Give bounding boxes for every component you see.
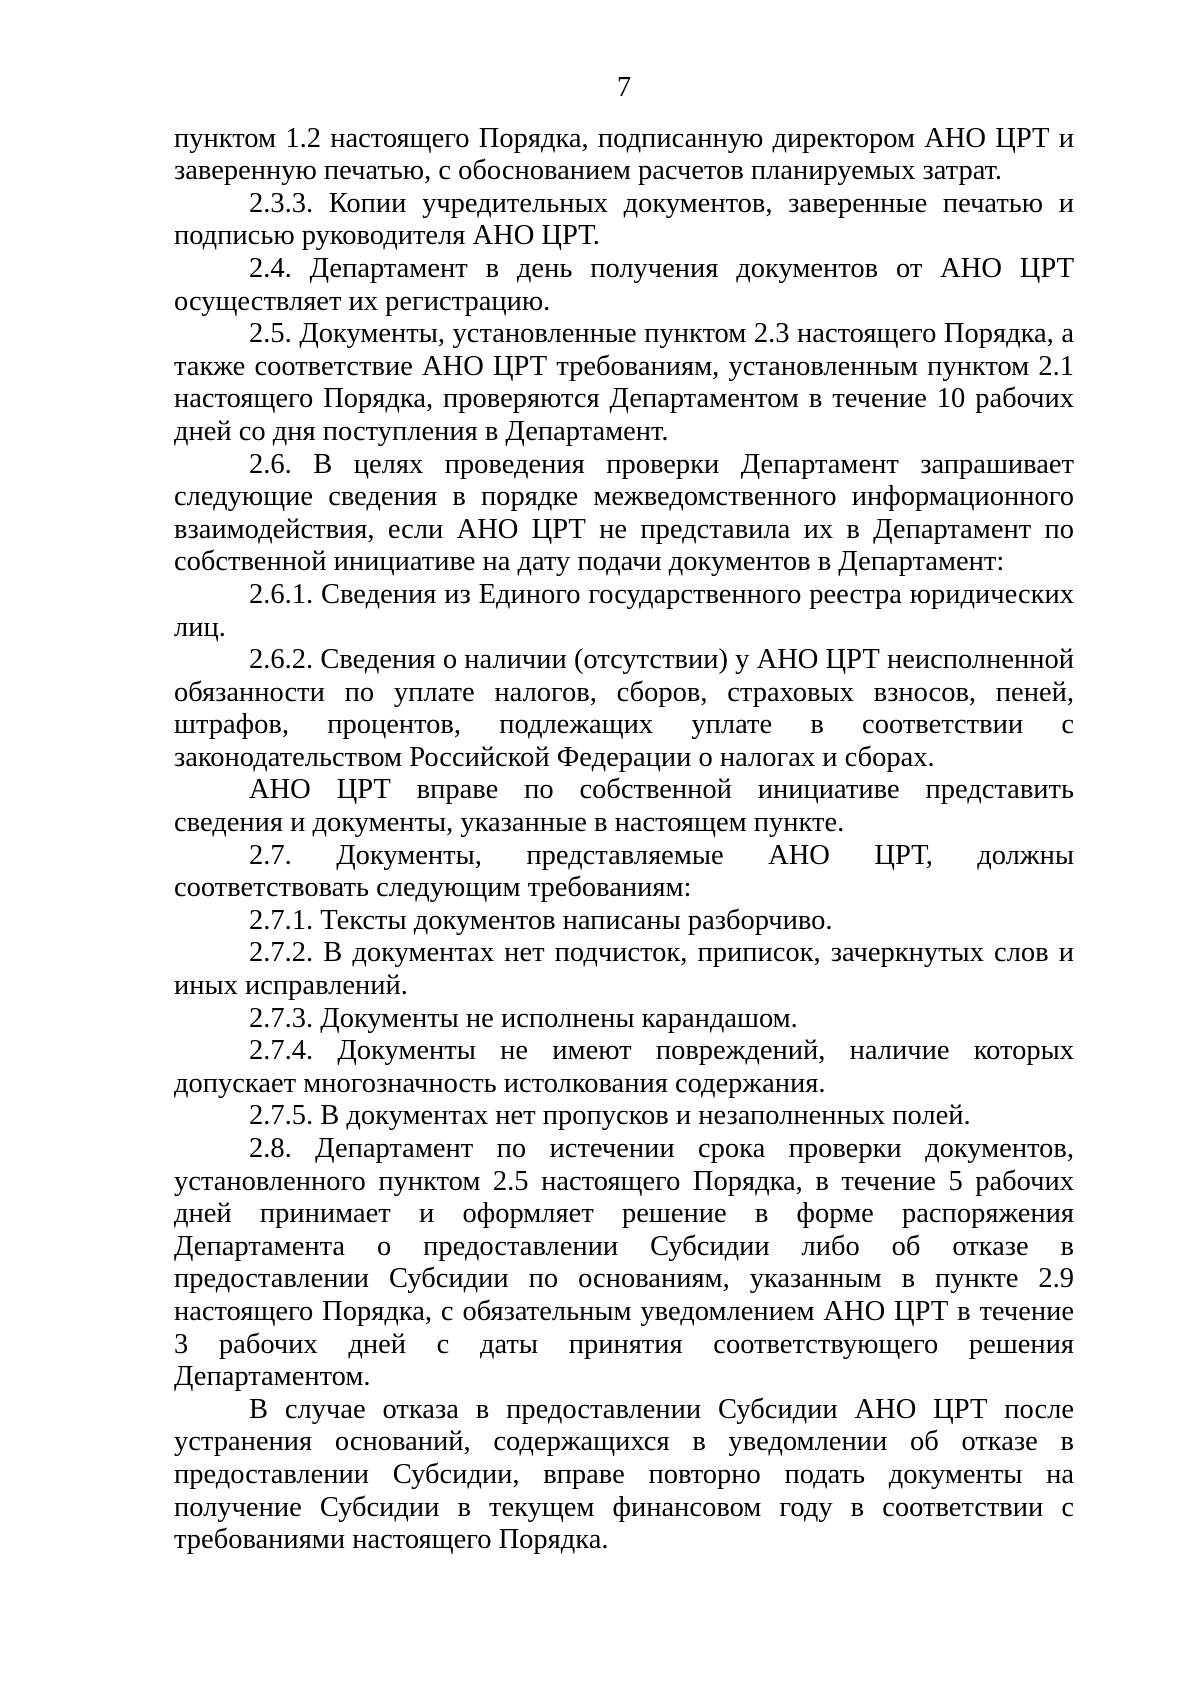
paragraph-2-7-3: 2.7.3. Документы не исполнены карандашом. bbox=[249, 1002, 798, 1034]
paragraph-2-8: 2.8. Департамент по истечении срока проверки документов, установленного пунктом 2.5 настоящего Порядка, в течение 5 рабочих дней принимает и оформляет решение в форме распоряжения Департамента о предоставлении Субсидии либо об отказе в предоставлении Субсидии по основаниям, указанным в пункте 2.9 настоящего Порядка, с обязательным уведомлением АНО ЦРТ в течение 3 рабочих дней с даты принятия соответствующего решения Департаментом. bbox=[174, 1133, 1074, 1393]
paragraph-2-7-1: 2.7.1. Тексты документов написаны разборчиво. bbox=[249, 904, 833, 936]
document-body bbox=[174, 123, 1074, 1557]
paragraph-ano-right: АНО ЦРТ вправе по собственной инициативе представить сведения и документы, указанные в настоящем пункте. bbox=[174, 774, 1074, 839]
paragraph-2-3-3: 2.3.3. Копии учредительных документов, заверенные печатью и подписью руководителя АНО ЦРТ. bbox=[174, 187, 1074, 252]
paragraph-refusal-case: В случае отказа в предоставлении Субсидии АНО ЦРТ после устранения оснований, содержащихся в уведомлении об отказе в предоставлении Субсидии, вправе повторно подать документы на получение Субсидии в текущем финансовом году в соответствии с требованиями настоящего Порядка. bbox=[174, 1393, 1074, 1556]
paragraph-2-6-1: 2.6.1. Сведения из Единого государственного реестра юридических лиц. bbox=[174, 578, 1074, 643]
paragraph-2-7-5: 2.7.5. В документах нет пропусков и незаполненных полей. bbox=[249, 1100, 971, 1132]
paragraph-2-7-2: 2.7.2. В документах нет подчисток, приписок, зачеркнутых слов и иных исправлений. bbox=[174, 937, 1074, 1002]
paragraph-2-6: 2.6. В целях проведения проверки Департамент запрашивает следующие сведения в порядке межведомственного информационного взаимодействия, если АНО ЦРТ не представила их в Департамент по собственной инициативе на дату подачи документов в Департамент: bbox=[174, 448, 1074, 578]
paragraph-2-7: 2.7. Документы, представляемые АНО ЦРТ, должны соответствовать следующим требованиям: bbox=[174, 839, 1074, 904]
paragraph-continuation: пунктом 1.2 настоящего Порядка, подписанную директором АНО ЦРТ и заверенную печатью, с обоснованием расчетов планируемых затрат. bbox=[174, 122, 1074, 187]
paragraph-2-6-2: 2.6.2. Сведения о наличии (отсутствии) у АНО ЦРТ неисполненной обязанности по уплате налогов, сборов, страховых взносов, пеней, штрафов, процентов, подлежащих уплате в соответствии с законодательством Российской Федерации о налогах и сборах. bbox=[174, 644, 1074, 773]
paragraph-2-7-4: 2.7.4. Документы не имеют повреждений, наличие которых допускает многозначность истолкования содержания. bbox=[174, 1035, 1074, 1099]
paragraph-2-4: 2.4. Департамент в день получения документов от АНО ЦРТ осуществляет их регистрацию. bbox=[174, 252, 1074, 317]
paragraph-2-5: 2.5. Документы, установленные пунктом 2.3 настоящего Порядка, а также соответствие АНО ЦРТ требованиям, установленным пунктом 2.1 настоящего Порядка, проверяются Департаментом в течение 10 рабочих дней со дня поступления в Департамент. bbox=[174, 318, 1074, 447]
page-number: 7 bbox=[616, 72, 632, 103]
